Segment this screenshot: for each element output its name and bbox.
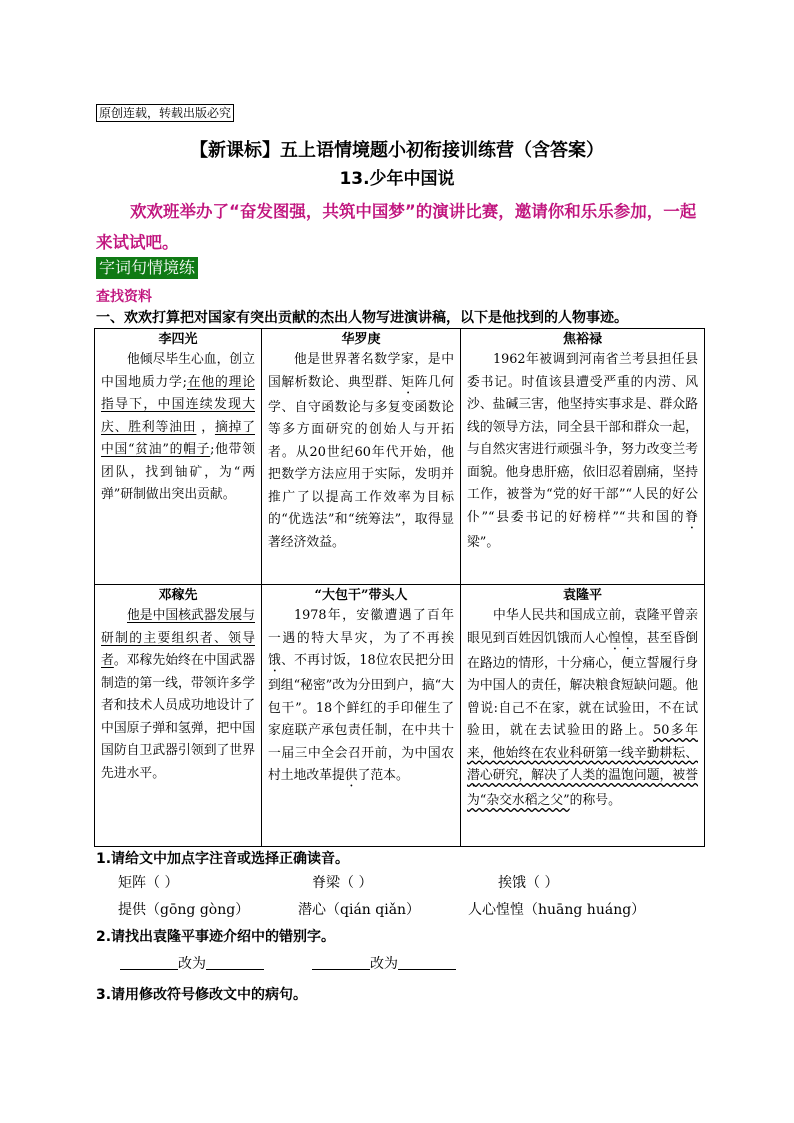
person-cell <box>95 585 262 847</box>
person-cell <box>95 329 262 585</box>
question-1: 一、欢欢打算把对国家有突出贡献的杰出人物写进演讲稿，以下是他找到的人物事迹。 <box>96 310 628 326</box>
person-name: 华罗庚 <box>341 332 381 347</box>
sub-question-3: 3.请用修改符号修改文中的病句。 <box>96 987 308 1003</box>
person-text-fragment: 饿 <box>268 653 282 668</box>
person-text-fragment: 的称号。 <box>569 793 621 808</box>
lesson-title: 13.少年中国说 <box>339 169 455 189</box>
person-text <box>268 605 454 790</box>
copyright-stamp: 原创连载，转载出版必究 <box>96 104 234 122</box>
section-heading: 字词句情境练 <box>96 257 198 279</box>
person-text-fragment: 中华人民共和国成立前，袁隆平曾亲眼见到百姓因饥饿而人心 <box>467 608 698 646</box>
change-to-label: 改为 <box>178 956 206 972</box>
page-title: 【新课标】五上语情境题小初衔接训练营（含答案） <box>190 140 604 161</box>
wrong-char-blank[interactable] <box>120 955 178 970</box>
pinyin-item: 潜心（qián qiǎn） <box>298 902 421 918</box>
person-text-fragment: 他是中国核武器发展与研制的主要组织者、领导者 <box>101 608 255 668</box>
person-text-fragment: 潜 <box>467 768 480 783</box>
intro-text: 欢欢班举办了“奋发图强，共筑中国梦”的演讲比赛，邀请你和乐乐参加，一起来试试吧。 <box>96 202 697 252</box>
person-text-fragment: ，甚至昏倒在路边的情形，十分痛心，便立誓履行身为中国人的责任，解决粮食短缺问题。他曾说:自己不在家，就在试验田，不在试验田，就在去试验田的路上。 <box>467 630 699 738</box>
change-to-label: 改为 <box>370 956 398 972</box>
person-text <box>467 349 698 554</box>
person-text-fragment: ， <box>196 419 215 435</box>
person-cell <box>262 585 461 847</box>
person-name: 邓稼先 <box>158 588 198 603</box>
right-char-blank[interactable] <box>398 955 456 970</box>
person-text-fragment: 惶惶 <box>608 630 634 646</box>
person-text-fragment: 了范本。 <box>357 768 409 783</box>
right-char-blank[interactable] <box>206 955 264 970</box>
sub-question-2: 2.请找出袁隆平事迹介绍中的错别字。 <box>96 929 336 945</box>
person-text-fragment: 心研究，解决了人类的温饱问题，被誉为“杂交水稻之父” <box>467 768 699 808</box>
person-text <box>101 349 255 507</box>
pinyin-item: 人心惶惶（huāng huáng） <box>468 902 646 918</box>
person-name: 焦裕禄 <box>562 332 602 347</box>
person-cell <box>262 329 461 585</box>
person-text-fragment: 在他的理论指导下，中国连续发现大庆、胜利等油田 <box>101 374 256 435</box>
person-text-fragment: 脊 <box>685 509 698 525</box>
person-text-fragment: 、不再讨饭，18位农民把分田到组“秘密”改为分田到户，搞“大包干”。18个鲜红的手印催生了家庭联产承包责任制，在中共十一届三中全会召开前，为中国农村土地改革提 <box>268 653 454 783</box>
correction-blank-pair <box>312 955 456 973</box>
pinyin-item: 矩阵（ ） <box>118 875 179 891</box>
person-text-fragment: 50多年来，他始终在农业科研第一线辛勤耕耘、 <box>467 723 698 761</box>
person-text-fragment: 1978年，安徽遭遇了百年一遇的特大旱灾，为了不再挨 <box>268 608 454 646</box>
person-text-fragment: 摘掉了中国“贫油”的帽子 <box>101 419 255 457</box>
wrong-char-blank[interactable] <box>312 955 370 970</box>
person-text <box>467 605 698 813</box>
person-cell <box>461 329 705 585</box>
person-name: 李四光 <box>158 332 198 347</box>
person-text-fragment: 他是世界著名数学家，是中国解析数论、典型群、 <box>268 352 454 390</box>
person-text-fragment: 梁”。 <box>467 534 500 550</box>
person-text-fragment: 矩 <box>401 374 415 390</box>
pinyin-item: 挨饿（ ） <box>498 875 559 891</box>
person-text <box>101 605 255 785</box>
person-name: “大包干”带头人 <box>314 588 408 603</box>
person-cell <box>461 585 705 847</box>
person-text-fragment: 。邓稼先始终在中国武器制造的第一线，带领许多学者和技术人员成功地设计了中国原子弹和氢弹，把中国国防自卫武器引领到了世界先进水平。 <box>101 653 256 781</box>
person-text-fragment: 阵几何学、自守函数论与多复变函数论等多方面研究的创始人与开拓者。从20世纪60年代开始，他把数学方法应用于实际，发明并推广了以提高工作效率为目标的“优选法”和“统筹法”，取得显著经济效益。 <box>268 374 455 550</box>
pinyin-item: 脊梁（ ） <box>312 875 373 891</box>
person-text-fragment: ;他带领团队，找到铀矿，为“两弹”研制做出突出贡献。 <box>101 442 255 502</box>
subsection-heading: 查找资料 <box>96 289 152 305</box>
person-text-fragment: 他倾尽毕生心血，创立中国地质力学; <box>101 352 255 390</box>
person-name: 袁隆平 <box>562 588 602 603</box>
person-text-fragment: 供 <box>344 768 358 783</box>
sub-question-1: 1.请给文中加点字注音或选择正确读音。 <box>96 851 350 867</box>
person-text-fragment: 1962年被调到河南省兰考县担任县委书记。时值该县遭受严重的内涝、风沙、盐碱三害，他坚持实事求是、群众路线的领导方法，同全县干部和群众一起，与自然灾害进行顽强斗争，努力改变兰考面貌。他身患肝癌，依旧忍着剧痛，坚持工作，被誉为“党的好干部”“人民的好公仆”“县委书记的好榜样”“共和国的 <box>467 352 698 525</box>
correction-blank-pair <box>120 955 264 973</box>
pinyin-item: 提供（gōng gòng） <box>118 902 250 918</box>
person-text <box>268 349 454 554</box>
people-table <box>94 328 705 847</box>
